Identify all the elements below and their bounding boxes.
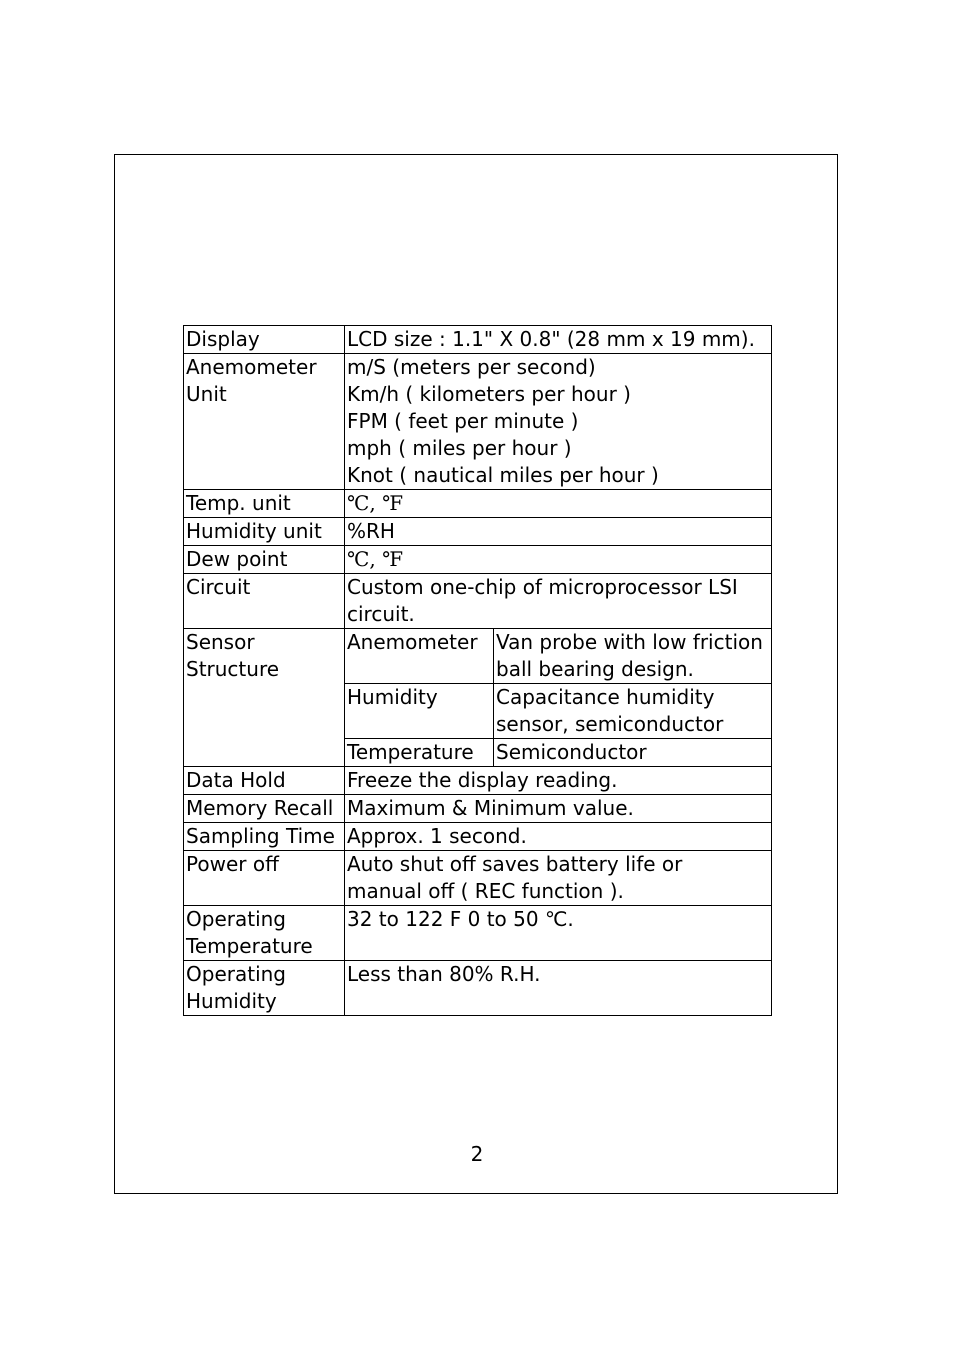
table-row <box>184 354 772 490</box>
spec-label: Sampling Time <box>184 823 345 851</box>
spec-value: ℃, ℉ <box>345 490 772 518</box>
sensor-name: Temperature <box>345 739 494 767</box>
table-row <box>184 518 772 546</box>
table-row <box>184 823 772 851</box>
value-line: sensor, semiconductor <box>496 712 724 736</box>
sensor-name: Humidity <box>345 684 494 739</box>
label-line: Operating <box>186 962 286 986</box>
label-line: Anemometer <box>186 355 317 379</box>
spec-label <box>184 354 345 490</box>
table-row <box>184 767 772 795</box>
spec-value: 32 to 122 F 0 to 50 ℃. <box>345 906 772 961</box>
sensor-description <box>494 629 772 684</box>
table-row <box>184 961 772 1016</box>
unit-item: Knot ( nautical miles per hour ) <box>347 463 659 487</box>
spec-label: Data Hold <box>184 767 345 795</box>
label-line: Unit <box>186 382 227 406</box>
spec-label <box>184 961 345 1016</box>
table-row <box>184 795 772 823</box>
specifications-table <box>183 325 772 1016</box>
spec-value: Less than 80% R.H. <box>345 961 772 1016</box>
spec-value <box>345 574 772 629</box>
value-line: Custom one-chip of microprocessor LSI <box>347 575 738 599</box>
table-row <box>184 574 772 629</box>
value-line: circuit. <box>347 602 415 626</box>
unit-item: m/S (meters per second) <box>347 355 596 379</box>
value-line: ball bearing design. <box>496 657 694 681</box>
table-row <box>184 851 772 906</box>
spec-value: Maximum & Minimum value. <box>345 795 772 823</box>
spec-label: Memory Recall <box>184 795 345 823</box>
spec-label: Circuit <box>184 574 345 629</box>
sensor-name: Anemometer <box>345 629 494 684</box>
sensor-description: Semiconductor <box>494 739 772 767</box>
table-row <box>184 546 772 574</box>
spec-label <box>184 629 345 767</box>
value-line: manual off ( REC function ). <box>347 879 624 903</box>
spec-value: %RH <box>345 518 772 546</box>
spec-value: Approx. 1 second. <box>345 823 772 851</box>
spec-label <box>184 906 345 961</box>
label-line: Operating <box>186 907 286 931</box>
label-line: Humidity <box>186 989 277 1013</box>
table-row <box>184 326 772 354</box>
spec-label: Dew point <box>184 546 345 574</box>
spec-label: Power off <box>184 851 345 906</box>
label-line: Structure <box>186 657 280 681</box>
unit-item: mph ( miles per hour ) <box>347 436 572 460</box>
unit-item: FPM ( feet per minute ) <box>347 409 579 433</box>
table-row <box>184 490 772 518</box>
spec-label: Display <box>184 326 345 354</box>
spec-label: Humidity unit <box>184 518 345 546</box>
spec-value: ℃, ℉ <box>345 546 772 574</box>
sensor-description <box>494 684 772 739</box>
spec-label: Temp. unit <box>184 490 345 518</box>
label-line: Temperature <box>186 934 313 958</box>
spec-value: Freeze the display reading. <box>345 767 772 795</box>
value-line: Auto shut off saves battery life or <box>347 852 683 876</box>
value-line: Van probe with low friction <box>496 630 763 654</box>
spec-value: LCD size : 1.1" X 0.8" (28 mm x 19 mm). <box>345 326 772 354</box>
label-line: Sensor <box>186 630 255 654</box>
spec-value <box>345 851 772 906</box>
unit-item: Km/h ( kilometers per hour ) <box>347 382 631 406</box>
table-row <box>184 629 772 684</box>
page-number: 2 <box>470 1142 484 1166</box>
table-row <box>184 906 772 961</box>
spec-value <box>345 354 772 490</box>
value-line: Capacitance humidity <box>496 685 715 709</box>
